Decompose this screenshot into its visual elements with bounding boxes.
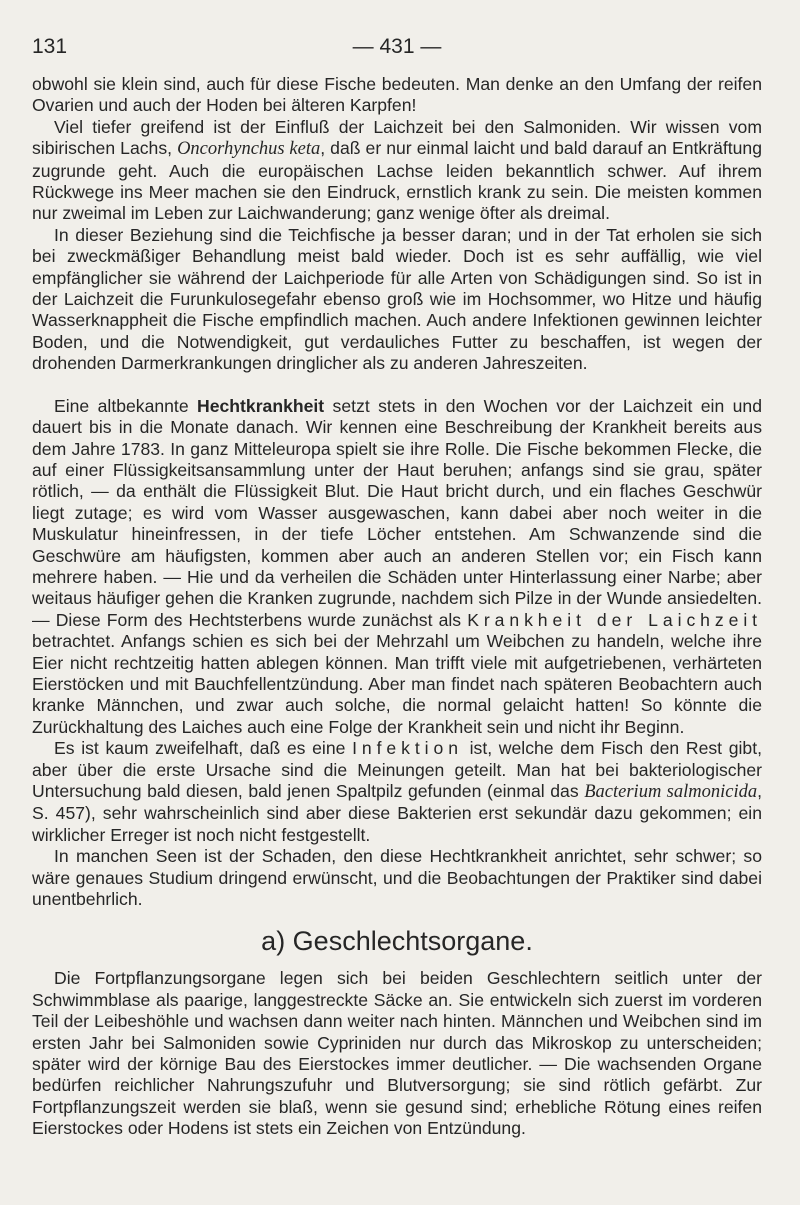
section-gap bbox=[32, 375, 762, 396]
paragraph: Eine altbekannte Hechtkrankheit setzt stets in den Wochen vor der Laichzeit ein und dauert bis in die Monate danach. Wir kennen eine Beschreibung der Krankheit bereits aus dem Jahre 1783. In ganz Mitteleuropa spielt sie ihre Rolle. Die Fische bekommen Flecke, die auf einer Flüssigkeitsansammlung unter der Haut beruhen; anfangs sind sie grau, später rötlich, — da enthält die Flüssigkeit Blut. Die Haut bricht durch, und ein flaches Geschwür liegt zutage; es wird vom Wasser ausgewaschen, kann dabei aber noch weiter in die Muskulatur hineinfressen, in der tiefe Löcher entstehen. Am Schwanzende sind die Geschwüre am häufigsten, kommen aber auch an anderen Stellen vor; ein Fisch kann mehrere haben. — Hie und da verheilen die Schäden unter Hinterlassung einer Narbe; aber weitaus häufiger gehen die Kranken zugrunde, nachdem sich Pilze in der Wunde ansiedelten. — Diese Form des Hechtsterbens wurde zunächst als Krankheit der Laichzeit betrachtet. Anfangs schien es sich bei der Mehrzahl um Weibchen zu handeln, welche ihre Eier nicht rechtzeitig hatten ablegen können. Man trifft viele mit aufgetriebenen, verhärteten Eierstöcken und mit Bauchfellentzündung. Aber man findet nach späteren Beobachtern auch kranke Männchen, und zwar auch solche, die normal gelaicht hatten! So könnte die Zurückhaltung des Laiches auch eine Folge der Krankheit sein und nicht ihr Beginn. bbox=[32, 395, 763, 737]
paragraph: In manchen Seen ist der Schaden, den diese Hechtkrankheit anrichtet, sehr schwer; so wäre genaues Studium dringend erwünscht, und die Beobachtungen der Praktiker sind dabei unentbehrlich. bbox=[32, 846, 762, 910]
species-name: Bacterium salmonicida bbox=[584, 782, 758, 802]
paragraph: obwohl sie klein sind, auch für diese Fische bedeuten. Man denke an den Umfang der reifen Ovarien und auch der Hoden bei älteren Karpfen! bbox=[32, 74, 762, 116]
spaced-emphasis: Krankheit der Laichzeit bbox=[467, 609, 762, 630]
bold-term: Hechtkrankheit bbox=[197, 395, 325, 416]
paragraph: Die Fortpflanzungsorgane legen sich bei beiden Geschlechtern seitlich unter der Schwimmblase als paarige, langgestreckte Säcke an. Sie entwickeln sich zuerst im vorderen Teil der Leibeshöhle und wachsen dann weiter nach hinten. Männchen und Weibchen sind im ersten Jahr bei Salmoniden sowie Cypriniden nur durch das Mikroskop zu unterscheiden; später wird der körnige Bau des Eierstockes immer deutlicher. — Die wachsenden Organe bedürfen reichlicher Nahrungszufuhr und Blutversorgung; sie sind rötlich gefärbt. Zur Fortpflanzungszeit werden sie blaß, wenn sie gesund sind; erhebliche Rötung eines reifen Eierstockes oder Hodens ist stets ein Zeichen von Entzündung. bbox=[32, 968, 762, 1139]
running-page-number: — 431 — bbox=[352, 35, 442, 58]
page-number: 131 bbox=[32, 35, 68, 58]
species-name: Oncorhynchus keta bbox=[177, 139, 321, 160]
spaced-emphasis: Infektion bbox=[352, 738, 463, 759]
page-header bbox=[32, 34, 762, 60]
section-heading: a) Geschlechtsorgane. bbox=[261, 926, 533, 957]
page-body bbox=[32, 74, 762, 1140]
paragraph: In dieser Beziehung sind die Teichfische ja besser daran; und in der Tat erholen sie sich bei zweckmäßiger Behandlung meist bald wieder. Doch ist es sehr auffällig, wie viel empfänglicher sie während der Laichperiode für alle Arten von Schädigungen sind. So ist in der Laichzeit die Furunkulosegefahr ebenso groß wie im Hochsommer, wo Hitze und häufig Wasserknappheit die Fische empfindlich machen. Auch andere Infektionen gewinnen leichter Boden, und die Notwendigkeit, gut verdauliches Futter zu beschaffen, ist wegen der drohenden Darmerkrankungen dringlicher als zu anderen Jahreszeiten. bbox=[32, 224, 762, 374]
paragraph: Es ist kaum zweifelhaft, daß es eine Infektion ist, welche dem Fisch den Rest gibt, aber über die erste Ursache sind die Meinungen geteilt. Man hat bei bakteriologischer Untersuchung bald diesen, bald jenen Spaltpilz gefunden (einmal das Bacterium salmonicida, S. 457), sehr wahrscheinlich sind aber diese Bakterien erst sekundär dazu gekommen; ein wirklicher Erreger ist noch nicht festgestellt. bbox=[32, 738, 762, 845]
paragraph: Viel tiefer greifend ist der Einfluß der Laichzeit bei den Salmoniden. Wir wissen vom sibirischen Lachs, Oncorhynchus keta, daß er nur einmal laicht und bald darauf an Entkräftung zugrunde geht. Auch die europäischen Lachse leiden bekanntlich schwer. Auf ihrem Rückwege ins Meer machen sie den Eindruck, ernstlich krank zu sein. Die meisten kommen nur zweimal im Leben zur Laichwanderung; ganz wenige öfter als dreimal. bbox=[32, 116, 762, 224]
